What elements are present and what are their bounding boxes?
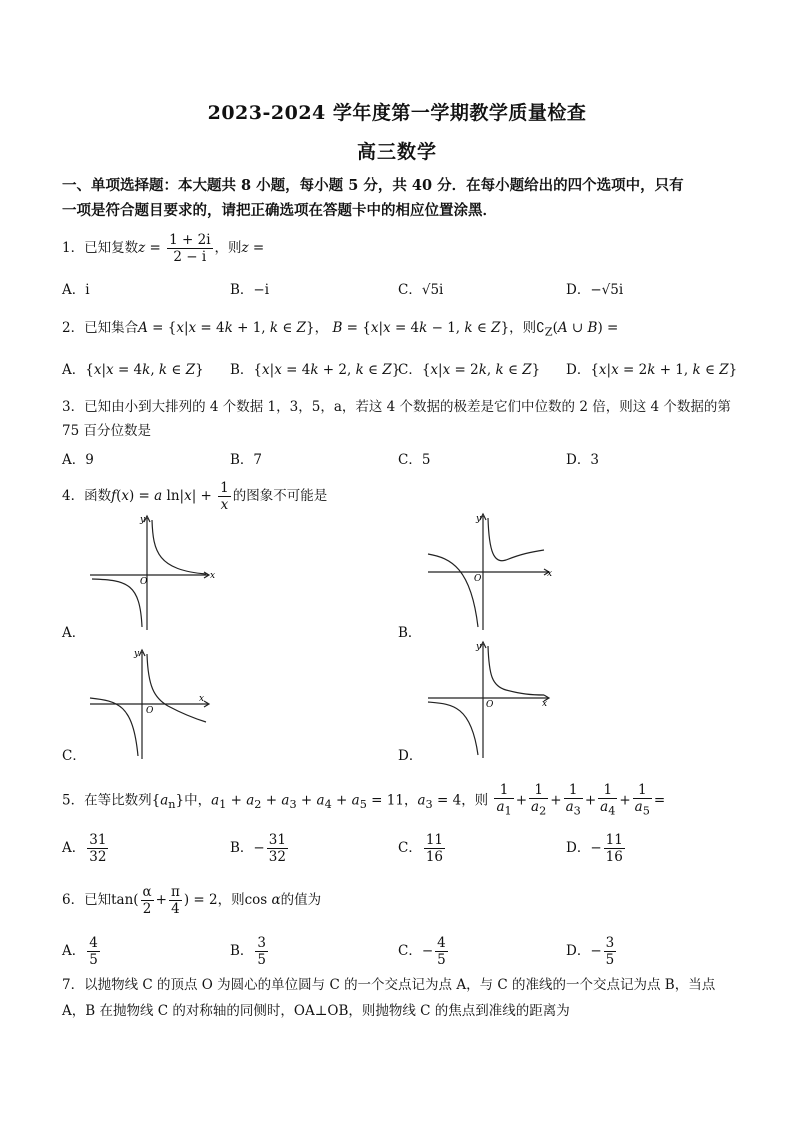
q2-option-c[interactable]: C．{x|x = 2k, k ∈ Z}	[398, 362, 541, 378]
svg-text:y: y	[476, 514, 482, 524]
question-7-line1: 7．以抛物线 C 的顶点 O 为圆心的单位圆与 C 的一个交点记为点 A，与 C 的准线的一个交点记为点 B，当点	[62, 977, 716, 993]
question-1: 1．已知复数z = $\frac{1 + 2i}{2 - i}$ ，则z =	[62, 232, 265, 265]
graph-a[interactable]	[88, 512, 218, 632]
q1-option-b[interactable]: B．−i	[230, 282, 270, 298]
svg-text:O: O	[146, 706, 154, 716]
q5-option-d[interactable]: D．− $\frac{11}{16}$	[566, 832, 623, 865]
svg-text:x: x	[199, 694, 205, 704]
q1-option-c[interactable]: C．√5i	[398, 282, 444, 298]
q3-option-a[interactable]: A．9	[62, 452, 94, 468]
q6-option-c[interactable]: C．− $\frac{4}{5}$	[398, 935, 446, 968]
svg-text:y: y	[140, 515, 146, 525]
q1-option-a[interactable]: A．i	[62, 282, 90, 298]
svg-text:x: x	[542, 699, 548, 709]
fraction: $\frac{1 + 2i}{2 - i}$	[169, 232, 211, 265]
graph-b-label: B．	[398, 625, 422, 641]
svg-text:O: O	[474, 574, 482, 584]
question-3-line2: 75 百分位数是	[62, 423, 151, 439]
fraction: $\frac{1}{x}$	[220, 480, 229, 513]
q3-option-c[interactable]: C．5	[398, 452, 431, 468]
question-7-line2: A，B 在抛物线 C 的对称轴的同侧时，OA⊥OB，则抛物线 C 的焦点到准线的距离为	[62, 1003, 570, 1019]
q5-option-c[interactable]: C． $\frac{11}{16}$	[398, 832, 444, 865]
q6-option-a[interactable]: A． $\frac{4}{5}$	[62, 935, 98, 968]
svg-text:x: x	[547, 569, 553, 579]
section-heading-cont: 一项是符合题目要求的，请把正确选项在答题卡中的相应位置涂黑．	[62, 202, 497, 219]
svg-text:x: x	[210, 571, 216, 581]
q5-option-a[interactable]: A． $\frac{31}{32}$	[62, 832, 107, 865]
question-6: 6．已知tan( $\frac{\alpha}{2}$ + $\frac{\pi}{4}$ ) = 2，则cos α的值为	[62, 884, 322, 917]
svg-text:O: O	[486, 700, 494, 710]
question-4: 4．函数f(x) = a ln|x| + $\frac{1}{x}$ 的图象不可能是	[62, 480, 328, 513]
q3-option-d[interactable]: D．3	[566, 452, 599, 468]
question-3-line1: 3．已知由小到大排列的 4 个数据 1，3，5，a，若这 4 个数据的极差是它们中位数的 2 倍，则这 4 个数据的第	[62, 399, 731, 415]
q2-option-b[interactable]: B．{x|x = 4k + 2, k ∈ Z}	[230, 362, 401, 378]
q2-option-d[interactable]: D．{x|x = 2k + 1, k ∈ Z}	[566, 362, 738, 378]
q6-option-b[interactable]: B． $\frac{3}{5}$	[230, 935, 267, 968]
exam-title: 2023-2024 学年度第一学期教学质量检查	[207, 102, 587, 124]
q3-option-b[interactable]: B．7	[230, 452, 263, 468]
q6-option-d[interactable]: D．− $\frac{3}{5}$	[566, 935, 615, 968]
graph-d-label: D．	[398, 748, 423, 764]
svg-text:y: y	[476, 642, 482, 652]
graph-c[interactable]	[88, 646, 218, 761]
svg-text:O: O	[140, 577, 148, 587]
graph-b[interactable]	[426, 512, 556, 632]
graph-a-label: A．	[62, 625, 86, 641]
q1-option-d[interactable]: D．−√5i	[566, 282, 624, 298]
graph-c-label: C．	[62, 748, 86, 764]
question-5: 5．在等比数列$\{a_n\}$中，$a_1 + a_2 + a_3 + a_4 + a_5 = 11$，$a_3 = 4$，则 $\frac{1}{a_1}$ + $\frac{1}{a_2}$ + $\frac{1}{a_3}$ + $\frac{1}{a_4}$ + $\frac{1}{a_5}$ =	[62, 782, 666, 818]
q2-option-a[interactable]: A．{x|x = 4k, k ∈ Z}	[62, 362, 204, 378]
graph-d[interactable]	[426, 640, 556, 760]
exam-subtitle: 高三数学	[356, 141, 437, 163]
svg-text:y: y	[134, 649, 140, 659]
section-heading: 一、单项选择题：本大题共 8 小题，每小题 5 分，共 40 分．在每小题给出的四个选项中，只有	[62, 177, 684, 194]
q5-option-b[interactable]: B．− $\frac{31}{32}$	[230, 832, 286, 865]
question-2: 2．已知集合A = {x|x = 4k + 1, k ∈ Z}， B = {x|x = 4k − 1, k ∈ Z}，则$∁_Z(A$ ∪ B) =	[62, 320, 619, 339]
